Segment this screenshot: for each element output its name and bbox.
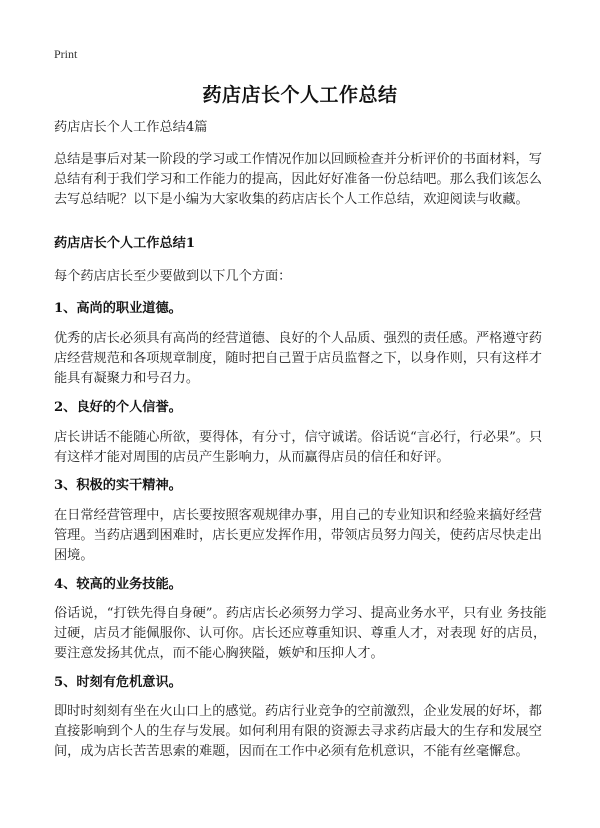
point-body-1: 优秀的店长必须具有高尚的经营道德、良好的个人品质、强烈的责任感。严格遵守药店经营规范和各项规章制度，随时把自己置于店员监督之下，以身作则，只有这样才能具有凝聚力和号召力。 <box>54 331 542 386</box>
lead-paragraph: 每个药店店长至少要做到以下几个方面： <box>54 269 292 284</box>
point-heading-2: 2、良好的个人信誉。 <box>54 400 182 415</box>
document-subtitle: 药店店长个人工作总结4篇 <box>54 120 208 135</box>
document-title: 药店店长个人工作总结 <box>202 84 398 106</box>
point-heading-4: 4、较高的业务技能。 <box>54 577 182 592</box>
point-body-4: 俗话说，“打铁先得自身硬”。药店店长必须努力学习、提高业务水平，只有业 务技能过硬，店员才能佩服你、认可你。店长还应尊重知识、尊重人才，对表现 好的店员，要注意发扬其优点，而不能心胸狭隘，嫉妒和压抑人才。 <box>54 606 547 661</box>
point-heading-5: 5、时刻有危机意识。 <box>54 675 182 690</box>
point-body-2: 店长讲话不能随心所欲，要得体，有分寸，信守诚诺。俗话说“言必行，行必果”。只有这样才能对周围的店员产生影响力，从而赢得店员的信任和好评。 <box>54 430 543 465</box>
intro-paragraph: 总结是事后对某一阶段的学习或工作情况作加以回顾检查并分析评价的书面材料，写总结有利于我们学习和工作能力的提高，因此好好准备一份总结吧。那么我们该怎么去写总结呢？以下是小编为大家收集的药店店长个人工作总结，欢迎阅读与收藏。 <box>54 152 542 207</box>
point-body-5: 即时时刻刻有坐在火山口上的感觉。药店行业竞争的空前激烈，企业发展的好坏，都直接影响到个人的生存与发展。如何利用有限的资源去寻求药店最大的生存和发展空间，成为店长苦苦思索的难题，因而在工作中必须有危机意识，不能有丝毫懈怠。 <box>54 704 542 759</box>
print-link[interactable]: Print <box>54 47 78 61</box>
point-heading-3: 3、积极的实干精神。 <box>54 478 182 493</box>
point-body-3: 在日常经营管理中，店长要按照客观规律办事，用自己的专业知识和经验来搞好经营管理。当药店遇到困难时，店长更应发挥作用，带领店员努力闯关，使药店尽快走出困境。 <box>54 508 542 563</box>
section-heading: 药店店长个人工作总结1 <box>54 236 196 251</box>
point-heading-1: 1、高尚的职业道德。 <box>54 301 182 316</box>
